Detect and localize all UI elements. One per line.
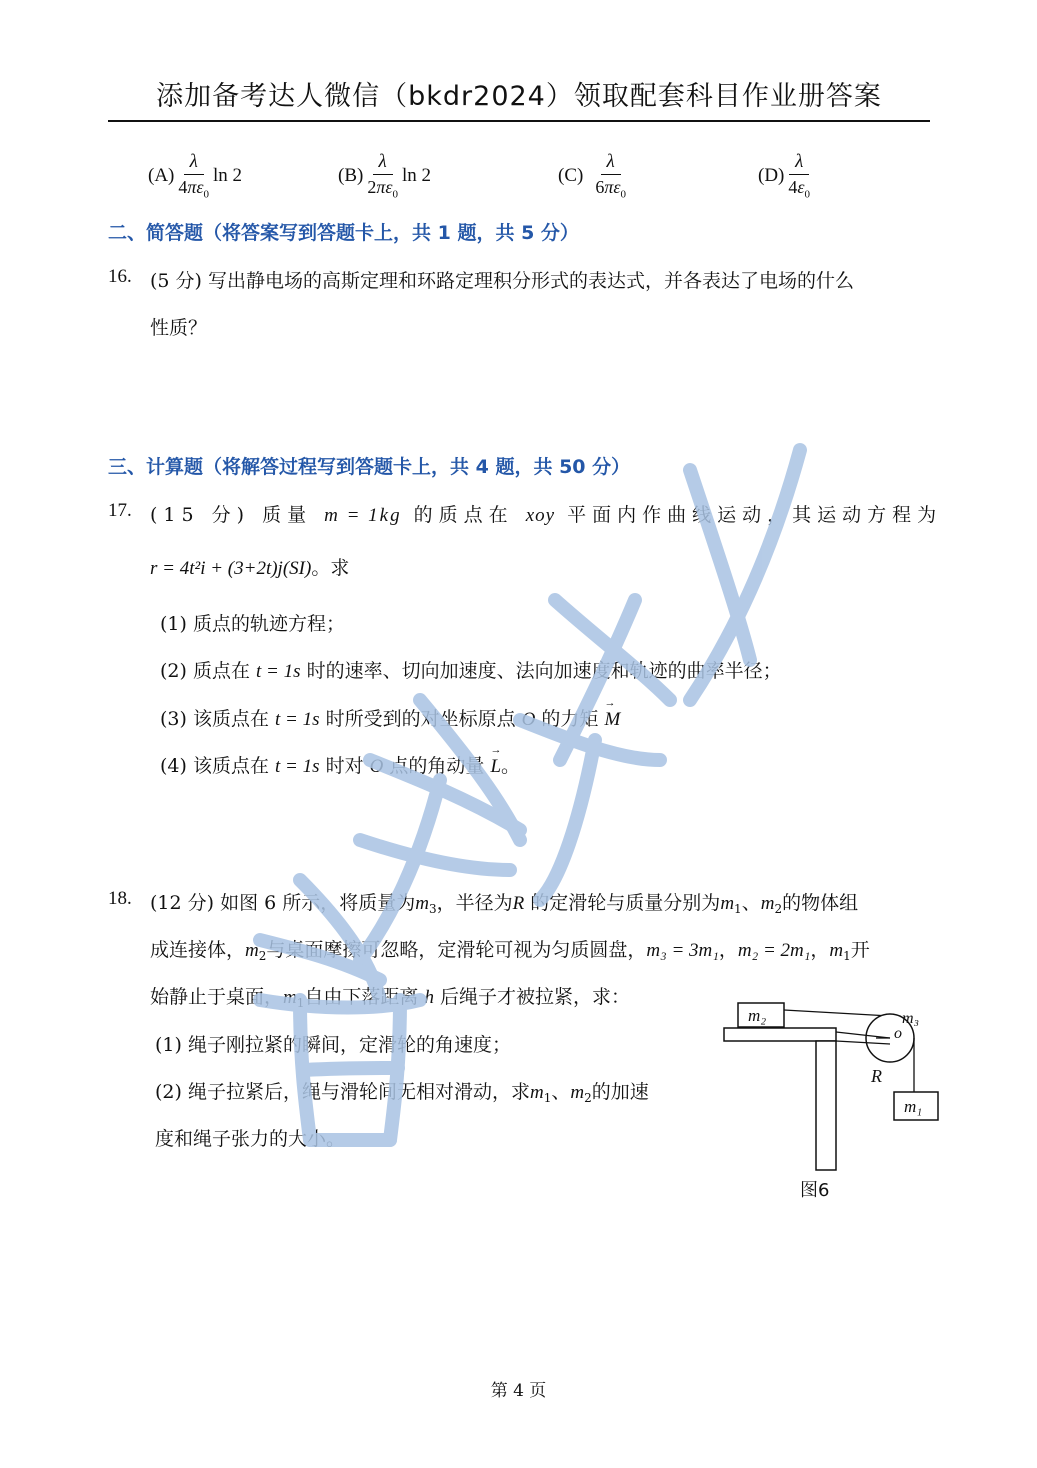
angular-momentum-symbol: → L — [490, 756, 501, 778]
q18-line-2: 成连接体，$m_2$与桌面摩擦可忽略，定滑轮可视为匀质圆盘，m₃ = 3m₁，m₂ = 2m₁，$m_1$开 — [150, 939, 870, 963]
option-b-label: (B) — [338, 165, 364, 186]
option-a — [148, 148, 242, 204]
q17-part-3: (3) 该质点在 t = 1s 时所受到的对坐标原点 O 的力矩 → M — [160, 704, 620, 731]
q18-part-2: (2) 绳子拉紧后，绳与滑轮间无相对滑动，求$m_1$、$m_2$的加速 — [155, 1081, 649, 1105]
option-c-fraction — [595, 152, 626, 201]
q17-part-4: (4) 该质点在 t = 1s 时对 O 点的角动量 → L。 — [160, 751, 520, 778]
section-3-title: 三、计算题（将解答过程写到答题卡上，共 4 题，共 50 分） — [108, 456, 631, 478]
option-d-fraction — [788, 152, 810, 201]
q17-stem: (15 分) 质量 m = 1kg 的质点在 xoy 平面内作曲线运动，其运动方程为 — [150, 504, 943, 526]
section-2-title: 二、简答题（将答案写到答题卡上，共 1 题，共 5 分） — [108, 222, 579, 244]
header-rule — [108, 120, 930, 122]
torque-symbol: → M — [604, 709, 620, 731]
table-leg — [816, 1041, 836, 1170]
page-header: 添加备考达人微信（bkdr2024）领取配套科目作业册答案 — [156, 81, 882, 112]
option-c — [558, 148, 628, 204]
m1-label: m₁ — [904, 1097, 923, 1116]
q16-line-1: (5 分) 写出静电场的高斯定理和环路定理积分形式的表达式，并各表达了电场的什么 — [150, 270, 854, 292]
option-a-label: (A) — [148, 165, 175, 186]
r-label: R — [871, 1066, 882, 1086]
option-d-numerator: λ — [789, 152, 809, 175]
motion-equation: r = 4t²i + (3+2t)j(SI) — [150, 558, 312, 579]
q18-line-3: 始静止于桌面，$m_1$自由下落距离 h 后绳子才被拉紧，求： — [150, 986, 631, 1010]
option-c-numerator: λ — [601, 152, 621, 175]
q16-number: 16. — [108, 266, 132, 287]
option-c-denominator: $6\pi\varepsilon_0$ — [595, 176, 626, 201]
q16-line-2: 性质？ — [150, 317, 208, 339]
option-d — [758, 148, 812, 204]
q18-line-1: (12 分) 如图 6 所示，将质量为$m_3$，半径为R 的定滑轮与质量分别为$m_1$、$m_2$的物体组 — [150, 892, 859, 916]
q18-part-1: (1) 绳子刚拉紧的瞬间，定滑轮的角速度； — [155, 1034, 511, 1056]
rope-horizontal — [784, 1010, 890, 1016]
q17-number: 17. — [108, 500, 132, 521]
page-footer: 第 4 页 — [490, 1381, 547, 1401]
option-d-denominator: $4\varepsilon_0$ — [788, 176, 810, 201]
m2-label: m₂ — [748, 1006, 767, 1025]
o-label: o — [894, 1025, 902, 1042]
q18-part-2-cont: 度和绳子张力的大小。 — [155, 1128, 346, 1150]
option-a-denominator: $4\pi\varepsilon_0$ — [178, 176, 210, 201]
option-a-fraction — [178, 152, 209, 201]
q17-equation: r = 4t²i + (3+2t)j(SI)。求 — [150, 557, 350, 579]
option-b — [338, 148, 431, 204]
figure-6-pulley-diagram — [718, 990, 948, 1210]
figure-caption: 图6 — [800, 1180, 830, 1201]
q17-part-1: (1) 质点的轨迹方程； — [160, 613, 345, 635]
m3-label: m₃ — [902, 1010, 920, 1027]
q18-number: 18. — [108, 888, 132, 909]
option-c-label: (C) — [558, 165, 584, 186]
q17-part-2: (2) 质点在 t = 1s 时的速率、切向加速度、法向加速度和轨迹的曲率半径； — [160, 660, 782, 682]
option-b-tail: ln 2 — [401, 165, 431, 186]
option-b-fraction — [367, 152, 398, 201]
option-d-label: (D) — [758, 165, 785, 186]
option-a-numerator: λ — [184, 152, 204, 175]
option-a-tail: ln 2 — [213, 165, 243, 186]
table-top — [724, 1028, 836, 1041]
option-b-numerator: λ — [373, 152, 393, 175]
option-b-denominator: $2\pi\varepsilon_0$ — [367, 176, 398, 201]
